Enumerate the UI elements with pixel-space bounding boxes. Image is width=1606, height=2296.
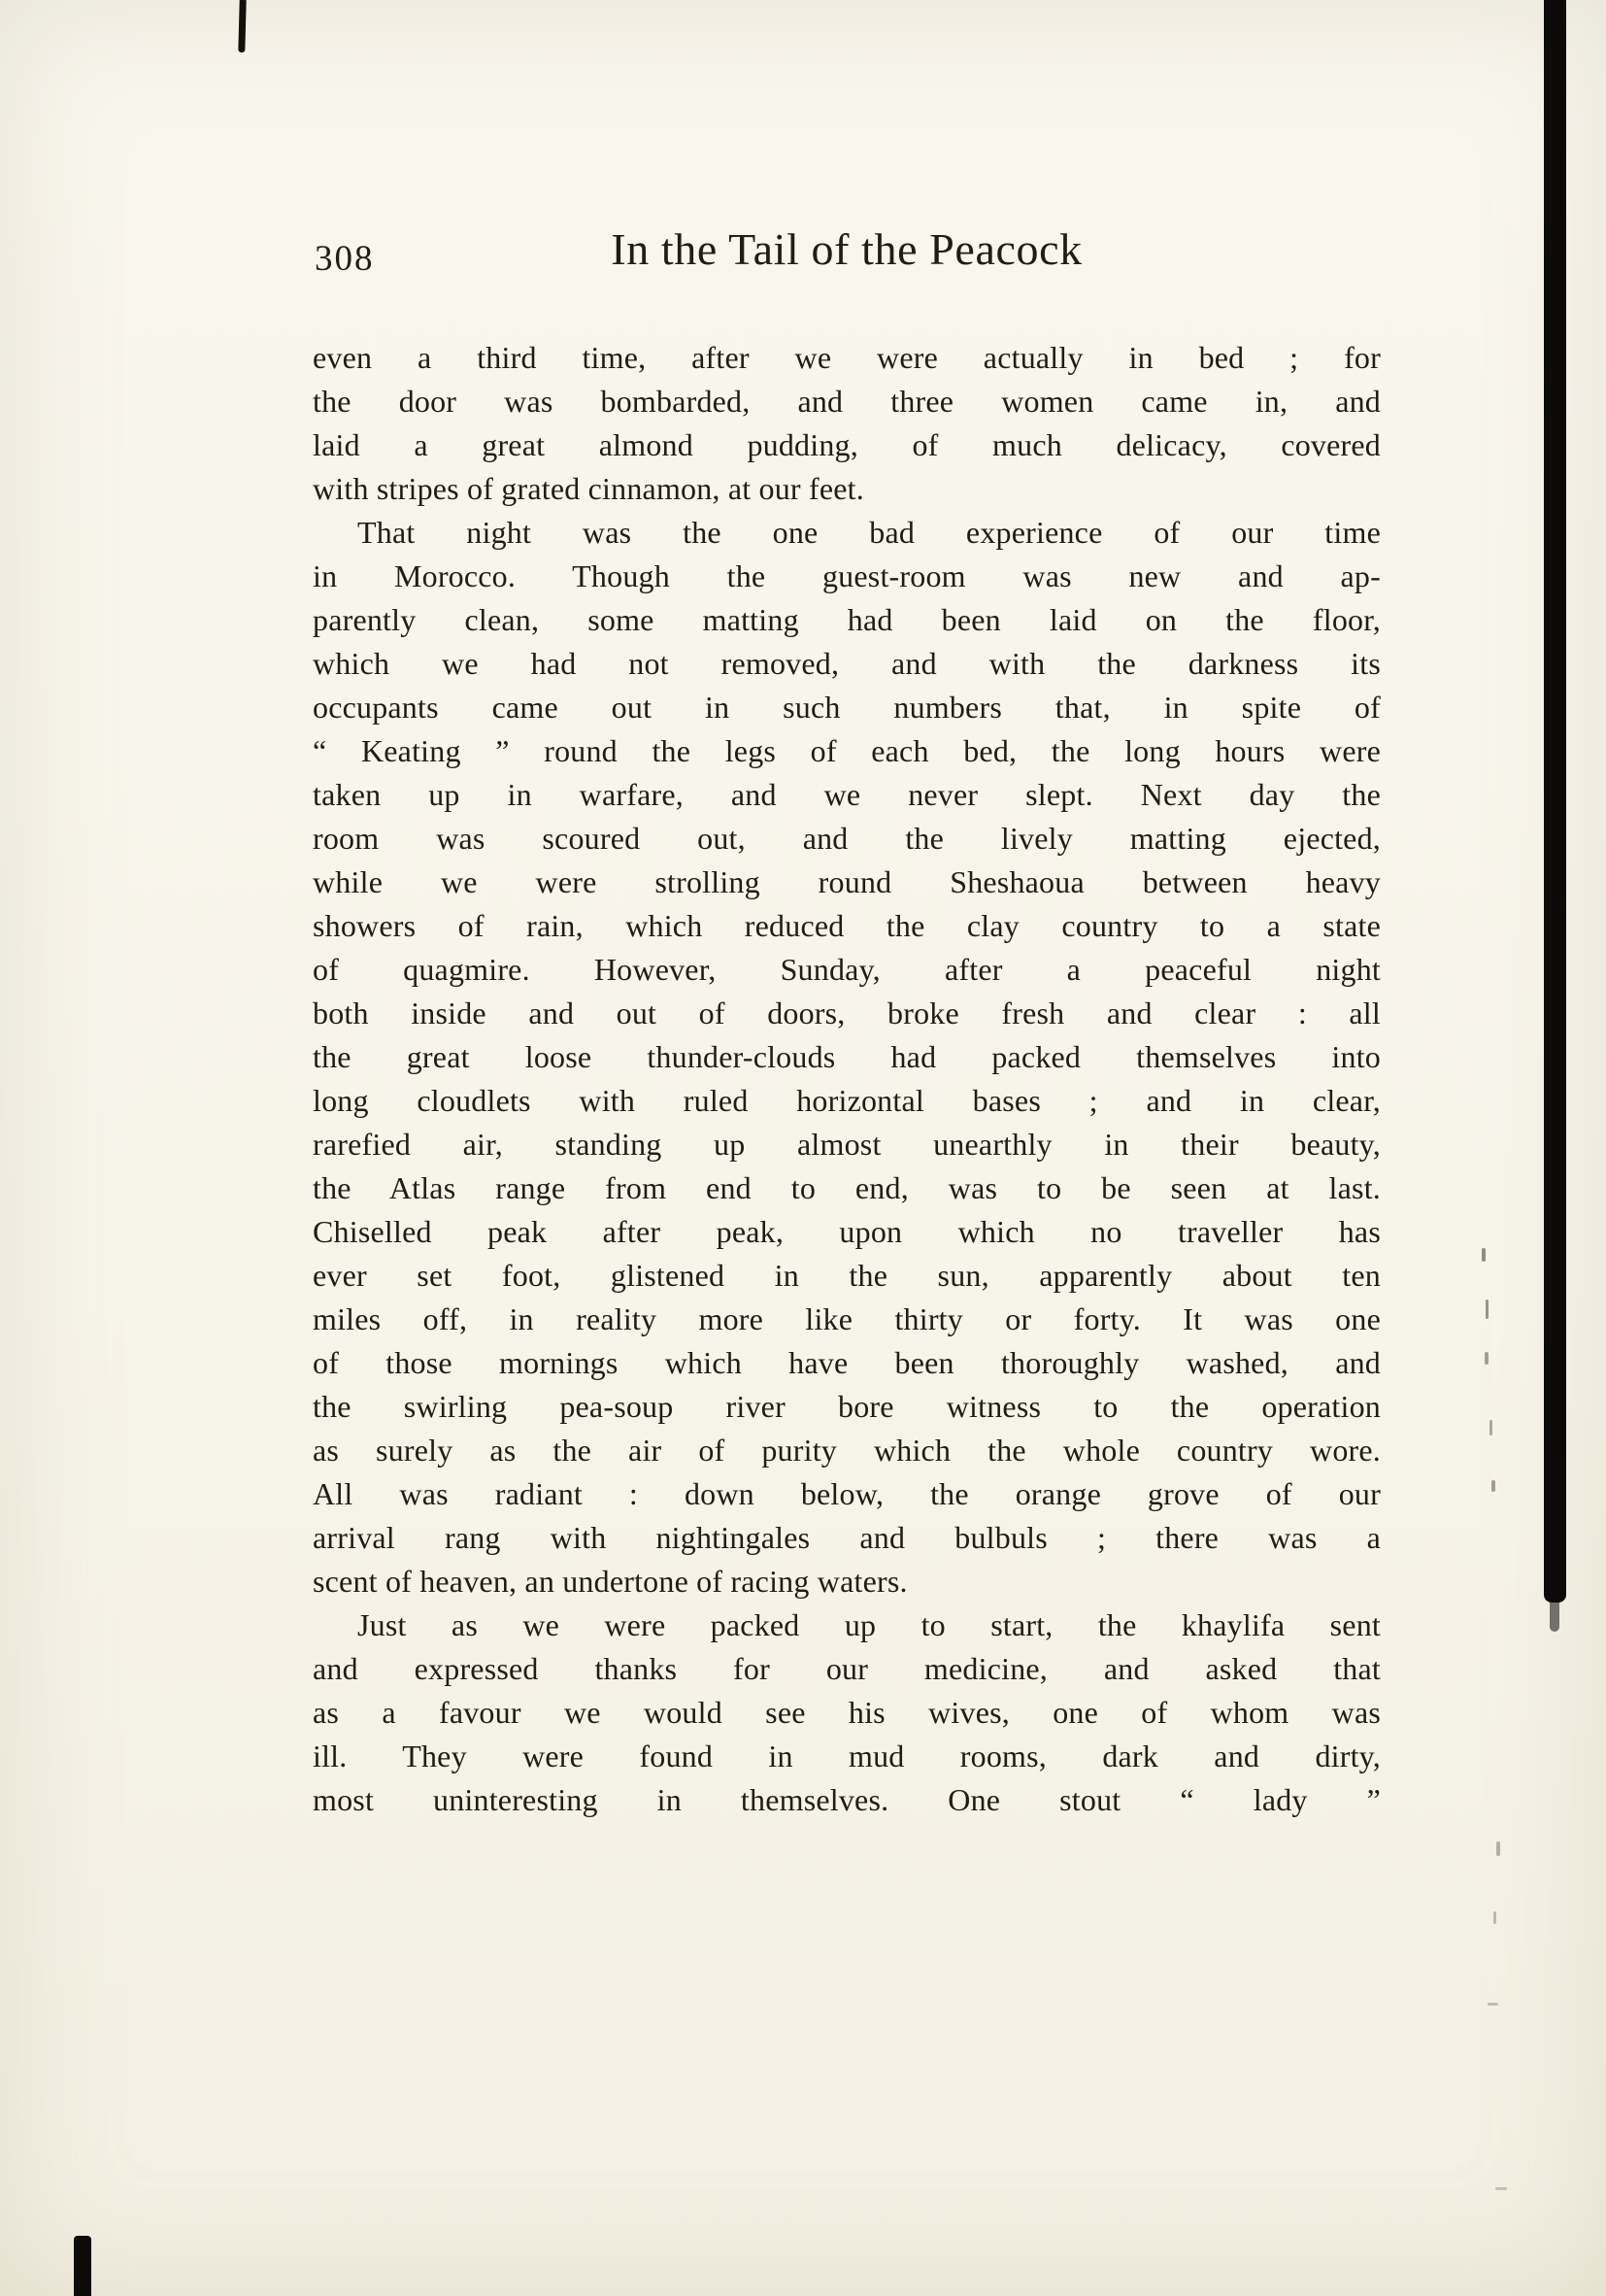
text-line: and expressed thanks for our medicine, and asked that: [313, 1651, 1381, 1686]
text-line: with stripes of grated cinnamon, at our feet.: [313, 471, 864, 506]
scan-speck: [1486, 1300, 1489, 1319]
scan-speck: [1488, 2003, 1498, 2006]
paragraph: [313, 336, 1381, 511]
paragraph: [313, 1604, 1381, 1822]
text-line: miles off, in reality more like thirty or forty. It was one: [313, 1301, 1381, 1336]
scan-artifact-right-bar: [1544, 0, 1566, 1603]
scan-speck: [1495, 2187, 1507, 2190]
text-line: laid a great almond pudding, of much delicacy, covered: [313, 427, 1381, 462]
scan-speck: [1496, 1841, 1500, 1856]
text-line: as surely as the air of purity which the whole country wore.: [313, 1433, 1381, 1468]
text-line: All was radiant : down below, the orange grove of our: [313, 1476, 1381, 1511]
text-line: That night was the one bad experience of our time: [357, 515, 1381, 550]
page-header: [313, 223, 1381, 293]
page-number: 308: [315, 239, 375, 279]
scan-speck: [1485, 1352, 1489, 1365]
text-line: the door was bombarded, and three women came in, and: [313, 384, 1381, 419]
text-line: which we had not removed, and with the darkness its: [313, 646, 1381, 681]
text-line: ever set foot, glistened in the sun, apparently about ten: [313, 1258, 1381, 1293]
text-line: showers of rain, which reduced the clay country to a state: [313, 908, 1381, 943]
paragraph: [313, 511, 1381, 1604]
text-line: both inside and out of doors, broke fresh and clear : all: [313, 996, 1381, 1030]
scan-artifact-bottom-left: [74, 2236, 91, 2296]
text-line: the great loose thunder-clouds had packed themselves into: [313, 1039, 1381, 1074]
text-line: scent of heaven, an undertone of racing waters.: [313, 1564, 908, 1599]
text-line: as a favour we would see his wives, one of whom was: [313, 1695, 1381, 1730]
text-line: even a third time, after we were actually in bed ; for: [313, 340, 1381, 375]
text-line: Chiselled peak after peak, upon which no traveller has: [313, 1214, 1381, 1249]
text-line: “ Keating ” round the legs of each bed, the long hours were: [313, 733, 1381, 768]
text-line: of quagmire. However, Sunday, after a peaceful night: [313, 952, 1381, 987]
text-line: occupants came out in such numbers that, in spite of: [313, 690, 1381, 725]
text-line: Just as we were packed up to start, the khaylifa sent: [357, 1607, 1381, 1642]
running-title: In the Tail of the Peacock: [611, 224, 1083, 274]
scan-artifact-top-left: [238, 0, 246, 52]
text-line: rarefied air, standing up almost unearthly in their beauty,: [313, 1127, 1381, 1162]
text-line: the Atlas range from end to end, was to be seen at last.: [313, 1170, 1381, 1205]
text-line: of those mornings which have been thoroughly washed, and: [313, 1345, 1381, 1380]
text-line: room was scoured out, and the lively matting ejected,: [313, 821, 1381, 856]
text-line: ill. They were found in mud rooms, dark and dirty,: [313, 1739, 1381, 1773]
scan-speck: [1482, 1248, 1486, 1262]
text-line: the swirling pea-soup river bore witness to the operation: [313, 1389, 1381, 1424]
text-line: arrival rang with nightingales and bulbuls ; there was a: [313, 1520, 1381, 1555]
page-body: [313, 336, 1381, 1822]
text-line: long cloudlets with ruled horizontal bases ; and in clear,: [313, 1083, 1381, 1118]
text-line: taken up in warfare, and we never slept. Next day the: [313, 777, 1381, 812]
scan-speck: [1491, 1480, 1495, 1492]
scan-speck: [1493, 1911, 1496, 1924]
text-line: parently clean, some matting had been laid on the floor,: [313, 602, 1381, 637]
scan-speck: [1489, 1420, 1492, 1435]
text-line: in Morocco. Though the guest-room was new and ap-: [313, 558, 1381, 593]
text-line: most uninteresting in themselves. One stout “ lady ”: [313, 1782, 1381, 1817]
text-line: while we were strolling round Sheshaoua between heavy: [313, 864, 1381, 899]
